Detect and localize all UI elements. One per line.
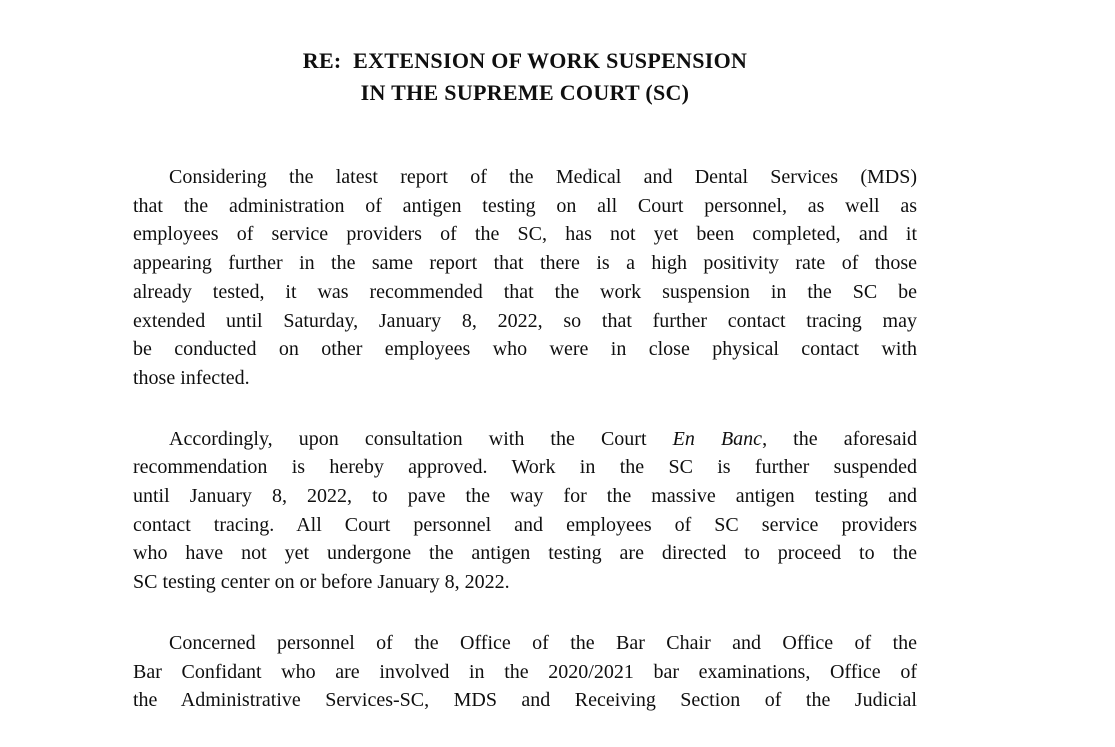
text-line: extended until Saturday, January 8, 2022, so that further contact tracing may: [133, 309, 917, 332]
text-line: that the administration of antigen testing on all Court personnel, as well as: [133, 194, 917, 217]
text-line: Bar Confidant who are involved in the 2020/2021 bar examinations, Office of: [133, 660, 917, 683]
text-line: appearing further in the same report that there is a high positivity rate of those: [133, 252, 917, 275]
text-line: Accordingly, upon consultation with the Court En Banc, the aforesaid: [169, 427, 918, 450]
paragraph: [133, 425, 917, 597]
text-line: who have not yet undergone the antigen testing are directed to proceed to the: [133, 542, 917, 565]
document-title-line-2: IN THE SUPREME COURT (SC): [360, 80, 690, 105]
text-line: already tested, it was recommended that the work suspension in the SC be: [133, 280, 917, 303]
document-title: [133, 45, 917, 109]
text-line: SC testing center on or before January 8, 2022.: [133, 571, 510, 594]
paragraph: [133, 163, 917, 393]
text-line: contact tracing. All Court personnel and employees of SC service providers: [133, 513, 917, 536]
paragraph: [133, 629, 917, 715]
document-body: [133, 163, 917, 715]
text-line: Concerned personnel of the Office of the Bar Chair and Office of the: [169, 631, 917, 654]
text-line: recommendation is hereby approved. Work in the SC is further suspended: [133, 456, 917, 479]
text-line: employees of service providers of the SC, has not yet been completed, and it: [133, 223, 917, 246]
document-page: [133, 0, 917, 747]
text-line: be conducted on other employees who were in close physical contact with: [133, 338, 917, 361]
document-title-line-1: RE: EXTENSION OF WORK SUSPENSION: [302, 48, 748, 73]
text-line: until January 8, 2022, to pave the way for the massive antigen testing and: [133, 485, 917, 508]
text-line: those infected.: [133, 366, 250, 389]
text-line: Considering the latest report of the Medical and Dental Services (MDS): [169, 166, 917, 188]
text-line: the Administrative Services-SC, MDS and Receiving Section of the Judicial: [133, 689, 917, 712]
